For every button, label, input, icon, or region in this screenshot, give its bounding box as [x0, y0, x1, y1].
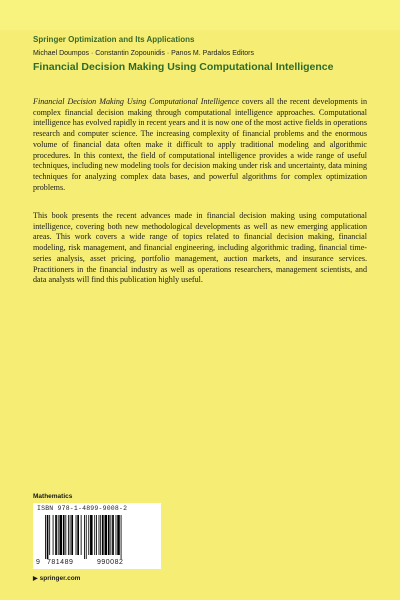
- barcode-bar: [55, 515, 57, 555]
- barcode-bar: [59, 515, 62, 555]
- barcode-bar: [110, 515, 111, 555]
- barcode-image: [43, 515, 151, 559]
- description-paragraph-2: This book presents the recent advances made in financial decision making using computational intelligence, covering both new methodological developments as well as new emerging application areas. This work covers a wide range of topics related to financial decision making, financial modeling, risk management, and financial engineering, including algorithmic trading, financial time-series analysis, asset pricing, portfolio management, auction markets, and insurance services. Practitioners in the financial industry as well as operations researchers, management scientists, and data analysts will find this publication highly useful.: [33, 211, 367, 285]
- barcode-bar: [68, 515, 69, 555]
- description-lead-title: Financial Decision Making Using Computational Intelligence: [33, 97, 239, 106]
- barcode-left-group: 781489: [47, 559, 74, 566]
- barcode-bar: [105, 515, 108, 555]
- barcode-bar: [49, 515, 50, 555]
- barcode-bar: [108, 515, 110, 555]
- barcode-bar: [76, 515, 77, 555]
- barcode-bar: [63, 515, 65, 555]
- barcode-bar: [45, 515, 46, 559]
- description-paragraph-1: [33, 97, 367, 193]
- barcode-bar: [102, 515, 104, 555]
- barcode-bar: [84, 515, 85, 559]
- barcode-bar: [112, 515, 114, 555]
- barcode-panel: [33, 503, 161, 569]
- barcode-bar: [117, 515, 120, 555]
- series-title: Springer Optimization and Its Applications: [33, 35, 195, 44]
- barcode-bar: [96, 515, 97, 555]
- barcode-bar: [47, 515, 49, 559]
- barcode-bar: [53, 515, 54, 555]
- isbn-text: ISBN 978-1-4899-9008-2: [37, 505, 128, 512]
- barcode-bar: [86, 515, 87, 559]
- barcode-first-digit: 9: [36, 559, 41, 566]
- barcode-bar: [81, 515, 82, 555]
- barcode-bar: [77, 515, 79, 555]
- editors-line: Michael Doumpos · Constantin Zopounidis · Panos M. Pardalos Editors: [33, 50, 254, 57]
- barcode-bar: [94, 515, 95, 555]
- book-title: Financial Decision Making Using Computational Intelligence: [33, 61, 334, 73]
- barcode-bar: [116, 515, 117, 555]
- description-text-1: covers all the recent developments in complex financial decision making through computational intelligence approaches. Computational intelligence has evolved rapidly in recent years and it is now one of the most active fields in operations research and computer science. The increasing complexity of financial problems and the enormous volume of financial data often make it difficult to apply traditional modeling and algorithmic procedures. In this context, the field of computational intelligence provides a wide range of useful techniques, including new modeling tools for decision making under risk and uncertainty, data mining techniques for analyzing complex data bases, and powerful algorithms for complex optimization problems.: [33, 97, 367, 192]
- cover-top-strip: [0, 0, 400, 30]
- barcode-bar: [70, 515, 71, 555]
- barcode-bar: [65, 515, 66, 555]
- arrow-icon: ▶: [33, 576, 38, 582]
- website-label: springer.com: [39, 575, 81, 582]
- publisher-website[interactable]: [33, 575, 80, 582]
- barcode-right-group: 990082: [97, 559, 124, 566]
- barcode-bar: [58, 515, 59, 555]
- barcode-bar: [71, 515, 73, 555]
- subject-label: Mathematics: [33, 493, 73, 500]
- barcode-bar: [99, 515, 100, 555]
- barcode-bar: [90, 515, 93, 555]
- barcode-bar: [88, 515, 89, 555]
- barcode-bar: [121, 515, 122, 559]
- barcode-bar: [100, 515, 101, 555]
